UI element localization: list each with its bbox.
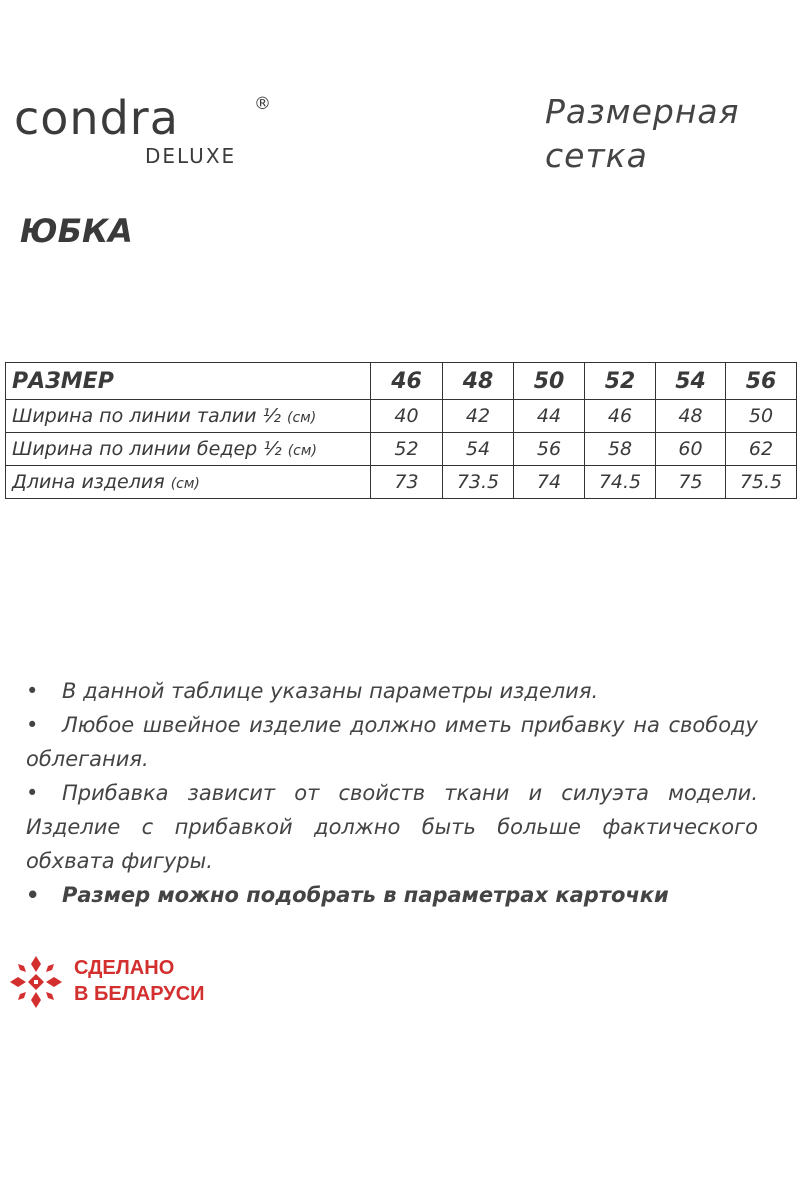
table-cell: 56 — [514, 433, 585, 466]
table-cell: 44 — [514, 400, 585, 433]
table-row-length — [6, 466, 797, 499]
document-title-line2: сетка — [545, 136, 648, 175]
document-title — [545, 90, 785, 178]
size-54: 54 — [656, 363, 726, 400]
table-cell: 60 — [656, 433, 726, 466]
size-50: 50 — [514, 363, 585, 400]
table-cell: 75 — [656, 466, 726, 499]
table-cell: 40 — [371, 400, 443, 433]
made-in-line2: В БЕЛАРУСИ — [74, 983, 205, 1005]
size-56: 56 — [726, 363, 797, 400]
table-cell: 48 — [656, 400, 726, 433]
notes-list — [26, 674, 758, 912]
size-52: 52 — [585, 363, 656, 400]
brand-logo — [14, 88, 274, 168]
size-46: 46 — [371, 363, 443, 400]
made-in-line1: СДЕЛАНО — [74, 957, 175, 979]
table-cell: 52 — [371, 433, 443, 466]
row-unit: (см) — [287, 443, 317, 459]
table-cell: 73 — [371, 466, 443, 499]
list-item: • Любое швейное изделие должно иметь прибавку на свободу облегания. — [26, 708, 758, 776]
made-in-belarus-badge — [8, 952, 208, 1012]
table-cell: 73.5 — [443, 466, 514, 499]
brand-subtitle: DELUXE — [145, 144, 237, 168]
ornament-icon — [8, 954, 64, 1010]
made-in-text — [74, 955, 205, 1007]
table-cell: 58 — [585, 433, 656, 466]
table-cell: 42 — [443, 400, 514, 433]
table-cell: 62 — [726, 433, 797, 466]
document-title-line1: Размерная — [545, 92, 740, 131]
table-cell: 74 — [514, 466, 585, 499]
row-unit: (см) — [170, 476, 200, 492]
bullet-icon: • — [26, 679, 39, 703]
table-row-hips — [6, 433, 797, 466]
list-item: • В данной таблице указаны параметры изделия. — [26, 674, 758, 708]
table-cell: 74.5 — [585, 466, 656, 499]
table-cell: 54 — [443, 433, 514, 466]
size-header-label: РАЗМЕР — [6, 363, 371, 400]
table-cell: 75.5 — [726, 466, 797, 499]
registered-mark: ® — [254, 94, 271, 114]
table-row-waist — [6, 400, 797, 433]
bullet-icon: • — [26, 713, 39, 737]
size-48: 48 — [443, 363, 514, 400]
product-title: ЮБКА — [20, 212, 133, 250]
size-header-row — [6, 363, 797, 400]
row-label: Длина изделия (см) — [6, 466, 371, 499]
list-item: • Прибавка зависит от свойств ткани и силуэта модели. Изделие с прибавкой должно быть больше фактического обхвата фигуры. — [26, 776, 758, 878]
list-item: • Размер можно подобрать в параметрах карточки — [26, 878, 758, 912]
table-cell: 50 — [726, 400, 797, 433]
row-unit: (см) — [286, 410, 317, 426]
brand-name: condra — [14, 91, 179, 145]
bullet-icon: • — [26, 883, 40, 907]
table-cell: 46 — [585, 400, 656, 433]
row-label: Ширина по линии талии ½ (см) — [6, 400, 371, 433]
row-label: Ширина по линии бедер ½ (см) — [6, 433, 371, 466]
bullet-icon: • — [26, 781, 39, 805]
size-table — [5, 362, 797, 499]
